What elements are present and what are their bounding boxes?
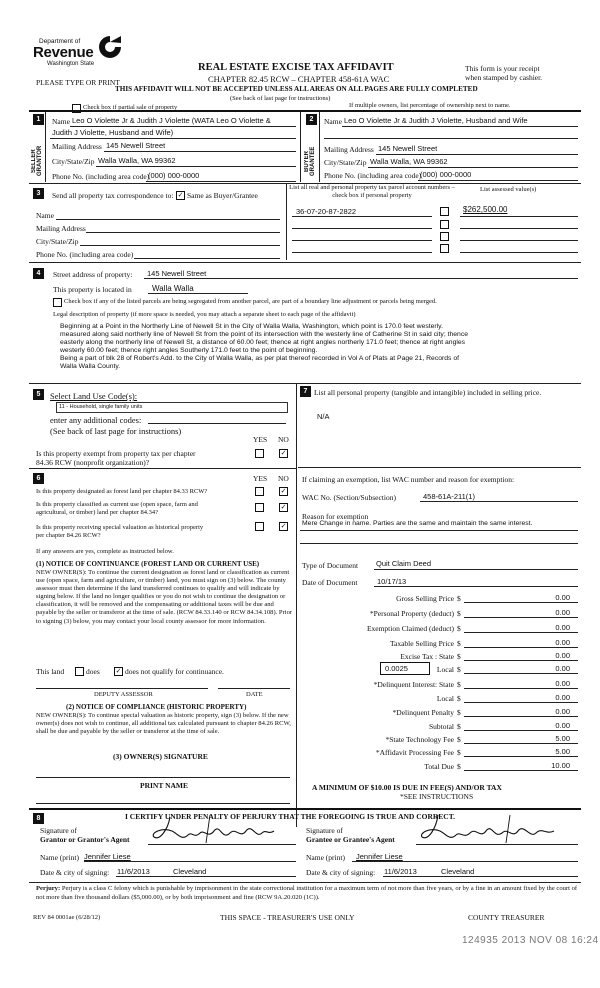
- dept-state: Washington State: [47, 61, 95, 67]
- treasurer-use-only: THIS SPACE - TREASURER'S USE ONLY: [220, 913, 355, 922]
- grantor-sig-label-2: Grantor or Grantor's Agent: [40, 835, 130, 844]
- form-title: REAL ESTATE EXCISE TAX AFFIDAVIT: [198, 62, 394, 73]
- grantee-signature-mark: [420, 811, 560, 847]
- county-treasurer: COUNTY TREASURER: [468, 913, 545, 922]
- s5-no-header: NO: [278, 435, 289, 444]
- revenue-logo: [33, 36, 125, 70]
- corr-mail-label: Mailing Address: [36, 224, 86, 233]
- grantee-city[interactable]: Cleveland: [441, 867, 475, 876]
- land-use-value: 11 - Household, single family units: [59, 404, 143, 410]
- grantor-city[interactable]: Cleveland: [173, 867, 207, 876]
- tax-currency: $: [457, 694, 461, 703]
- seller-name-line-1[interactable]: Leo O Violette Jr & Judith J Violette (WATA Leo O Violette &: [72, 116, 271, 125]
- print-name-label: PRINT NAME: [140, 781, 188, 790]
- tax-value-exemption[interactable]: 0.00: [555, 623, 570, 632]
- historic-yes-checkbox[interactable]: [255, 522, 264, 531]
- doc-date[interactable]: 10/17/13: [377, 577, 407, 586]
- exempt-no-checkbox[interactable]: ✓: [280, 449, 287, 457]
- tax-currency: $: [457, 652, 461, 661]
- dept-name: Revenue: [33, 44, 94, 61]
- please-type: PLEASE TYPE OR PRINT: [36, 78, 120, 87]
- tax-label-processing-fee: *Affidavit Processing Fee: [375, 748, 454, 757]
- tax-label-tech-fee: *State Technology Fee: [385, 735, 454, 744]
- grantee-sig-label-2: Grantee or Grantee's Agent: [306, 835, 395, 844]
- top-border: [29, 110, 581, 112]
- buyer-side-label: BUYER GRANTEE: [304, 146, 316, 176]
- tax-value-delinquent-local[interactable]: 0.00: [555, 693, 570, 702]
- notice-continuance-text: NEW OWNER(S): To continue the current designation as forest land or classification as current use (open space, farm and agriculture, or timber) land, you must sign on (3) below. The county assessor must then determine if the land transferred continues to qualify and will indicate by signing below. If the land no longer qualifies or you do not wish to continue the designation or classification, it will be removed and the compensating or additional taxes will be due and payable by the seller or transferor at the time of sale. (RCW 84.33.140 or RCW 84.34.108). Prior to signing (3) below, you may contact your local county assessor for more information.: [36, 569, 293, 625]
- tax-label-penalty: *Delinquent Penalty: [392, 708, 454, 717]
- grantee-sig-label-1: Signature of: [306, 826, 343, 835]
- minimum-fee-note: A MINIMUM OF $10.00 IS DUE IN FEE(S) AND/OR TAX: [312, 783, 502, 792]
- located-in-label: This property is located in: [53, 285, 132, 294]
- buyer-phone-label: Phone No. (including area code): [324, 171, 422, 180]
- seller-phone-label: Phone No. (including area code): [52, 172, 150, 181]
- s6-no-header: NO: [278, 474, 289, 483]
- same-as-buyer-checkbox[interactable]: ✓: [177, 191, 184, 199]
- land-does-not-checkbox[interactable]: ✓: [115, 667, 122, 675]
- tax-currency: $: [457, 762, 461, 771]
- grantee-date[interactable]: 11/6/2013: [384, 867, 417, 876]
- grantor-signature[interactable]: [150, 813, 280, 847]
- perjury-text: Perjury is a class C felony which is punishable by imprisonment in the state correctional institution for a maximum term of not more than five years, or by a fine in an amount fixed by the court of not more than five thousand dollars ($5,000.00), or by both imprisonment and fine (RCW 9A.20.020 (1C)).: [36, 885, 578, 901]
- tax-label-total: Total Due: [424, 762, 454, 771]
- partial-sale-label: Check box if partial sale of property: [83, 104, 178, 111]
- notice-compliance-title: (2) NOTICE OF COMPLIANCE (HISTORIC PROPERTY): [66, 703, 247, 711]
- section-6-number: 6: [33, 473, 44, 484]
- tax-label-delinquent-local: Local: [436, 694, 454, 703]
- land-does-checkbox[interactable]: [75, 667, 84, 676]
- grantee-date-label: Date & city of signing:: [306, 868, 376, 877]
- tax-currency: $: [457, 639, 461, 648]
- personal-property-checkbox-1[interactable]: [440, 207, 449, 216]
- land-use-select[interactable]: [56, 402, 288, 413]
- buyer-name-label: Name: [324, 117, 342, 126]
- exempt-question-1: Is this property exempt from property tax per chapter: [36, 449, 196, 458]
- s6-yes-header: YES: [253, 474, 268, 483]
- tax-currency: $: [457, 609, 461, 618]
- legal-desc-line-2[interactable]: measured along said northerly line of Newell St from the point of its intersection with the westerly line of Catherine St in said city; thence: [60, 331, 469, 338]
- segregated-label: Check box if any of the listed parcels are being segregated from another parcel, are part of a boundary line adjustment or parcels being merged.: [64, 298, 437, 305]
- tax-value-personal[interactable]: 0.00: [555, 608, 570, 617]
- local-rate: 0.0025: [385, 664, 408, 673]
- tax-value-tech-fee[interactable]: 5.00: [555, 734, 570, 743]
- forest-land-question: Is this property designated as forest land per chapter 84.33 RCW?: [36, 488, 208, 495]
- tax-label-subtotal: Subtotal: [428, 722, 454, 731]
- tax-value-state[interactable]: 0.00: [555, 651, 570, 660]
- reason-value[interactable]: Mere Change in name. Parties are the same and maintain the same interest.: [302, 520, 533, 527]
- legal-desc-line-6[interactable]: Walla Walla County.: [60, 363, 121, 370]
- notice-compliance-text: NEW OWNER(S): To continue special valuation as historic property, sign (3) below. If the new owner(s) does not wish to continue, all additional tax calculated pursuant to chapter 84.26 RCW, shall be due and payable by the seller or transferor at the time of sale.: [36, 712, 291, 736]
- same-as-buyer-label: Same as Buyer/Grantee: [187, 191, 258, 200]
- grantee-name-label: Name (print): [306, 853, 345, 862]
- corr-city-label: City/State/Zip: [36, 237, 79, 246]
- legal-desc-line-3[interactable]: easterly along the northerly line of Newell St, a distance of 60.00 feet; thence at right angles northerly 171.0 feet; thence at right angles: [60, 339, 466, 346]
- dept-line: Department of: [39, 38, 81, 45]
- any-yes-note: If any answers are yes, complete as instructed below.: [36, 548, 174, 555]
- parcel-number[interactable]: 36-07-20-87-2822: [296, 207, 357, 216]
- seller-side-label: SELLER GRANTOR: [31, 145, 43, 177]
- section-3-number: 3: [33, 188, 44, 199]
- grantor-date-label: Date & city of signing:: [40, 868, 110, 877]
- grantee-name[interactable]: Jennifer Liese: [356, 852, 403, 861]
- street-address-label: Street address of property:: [53, 270, 133, 279]
- tax-value-local[interactable]: 0.00: [555, 664, 570, 673]
- buyer-name[interactable]: Leo O Violette Jr & Judith J Violette, Husband and Wife: [344, 116, 528, 125]
- personal-property-checkbox-4[interactable]: [440, 244, 449, 253]
- tax-label-state: Excise Tax : State: [400, 652, 454, 661]
- buyer-mail[interactable]: 145 Newell Street: [378, 144, 438, 153]
- corr-name-label: Name: [36, 211, 54, 220]
- legal-desc-label: Legal description of property (if more space is needed, you may attach a separate sheet to each page of the affidavit): [53, 311, 356, 318]
- revenue-logo-icon: [97, 34, 123, 60]
- tax-label-gross: Gross Selling Price: [396, 594, 454, 603]
- seller-phone[interactable]: (000) 000-0000: [148, 171, 200, 180]
- buyer-phone[interactable]: (000) 000-0000: [420, 170, 472, 179]
- section-2-number: 2: [306, 114, 317, 125]
- tax-value-taxable[interactable]: 0.00: [555, 638, 570, 647]
- tax-currency: $: [457, 680, 461, 689]
- grantor-date[interactable]: 11/6/2013: [117, 867, 150, 876]
- exemption-label: If claiming an exemption, list WAC number and reason for exemption:: [302, 475, 515, 484]
- located-in[interactable]: Walla Walla: [152, 284, 194, 293]
- land-use-label: Select Land Use Code(s):: [50, 391, 138, 401]
- receipt-line-1: This form is your receipt: [465, 64, 540, 73]
- tax-value-processing-fee[interactable]: 5.00: [555, 747, 570, 756]
- tax-currency: $: [457, 624, 461, 633]
- personal-property-value[interactable]: N/A: [317, 412, 330, 421]
- receipt-line-2: when stamped by cashier.: [465, 73, 543, 82]
- doc-date-label: Date of Document: [302, 578, 358, 587]
- seller-name-line-2[interactable]: Judith J Violette, Husband and Wife): [52, 128, 174, 137]
- tax-currency: $: [457, 722, 461, 731]
- tax-currency: $: [457, 735, 461, 744]
- tax-value-total[interactable]: 10.00: [551, 761, 570, 770]
- section-7-number: 7: [300, 386, 311, 397]
- forest-yes-checkbox[interactable]: [255, 487, 264, 496]
- multiple-owners-note: If multiple owners, list percentage of ownership next to name.: [349, 102, 511, 109]
- see-instructions-note: *SEE INSTRUCTIONS: [400, 792, 474, 801]
- section-5-number: 5: [33, 389, 44, 400]
- form-warning: THIS AFFIDAVIT WILL NOT BE ACCEPTED UNLESS ALL AREAS ON ALL PAGES ARE FULLY COMPLETED: [115, 85, 478, 93]
- current-use-question-1: Is this property classified as current use (open space, farm and: [36, 501, 198, 508]
- tax-currency: $: [457, 665, 461, 674]
- receipt-stamp: 124935 2013 NOV 08 16:24: [462, 935, 599, 946]
- land-does-not-label: does not qualify for continuance.: [125, 667, 224, 676]
- section-1-number: 1: [33, 114, 44, 125]
- grantor-name-label: Name (print): [40, 853, 79, 862]
- perjury-notice: [36, 884, 580, 902]
- grantor-name[interactable]: Jennifer Liese: [84, 852, 131, 861]
- exempt-yes-checkbox[interactable]: [255, 449, 264, 458]
- tax-value-subtotal[interactable]: 0.00: [555, 721, 570, 730]
- assessed-value[interactable]: $262,500.00: [463, 205, 508, 214]
- tax-label-exemption: Exemption Claimed (deduct): [366, 624, 454, 633]
- tax-currency: $: [457, 708, 461, 717]
- section-4-number: 4: [33, 268, 44, 279]
- assessed-header: List assessed value(s): [480, 186, 537, 193]
- street-address[interactable]: 145 Newell Street: [147, 269, 207, 278]
- form-chapter: CHAPTER 82.45 RCW – CHAPTER 458-61A WAC: [208, 74, 390, 84]
- send-correspondence-label: Send all property tax correspondence to:: [52, 191, 174, 200]
- current-use-question-2: agricultural, or timber) land per chapter 84.34?: [36, 509, 159, 516]
- legal-desc-line-5[interactable]: Being a part of blk 28 of Robert's Add. to the City of Walla Walla, as per plat thereof recorded in Vol A of Plats at Page 21, Records of: [60, 355, 460, 362]
- buyer-mail-label: Mailing Address: [324, 145, 374, 154]
- seller-city-label: City/State/Zip: [52, 157, 95, 166]
- seller-city[interactable]: Walla Walla, WA 99362: [98, 156, 176, 165]
- seller-name-label: Name: [52, 117, 70, 126]
- wac-number[interactable]: 458-61A-211(1): [423, 492, 475, 501]
- this-land-label: This land: [36, 667, 65, 676]
- land-use-see-back: (See back of last page for instructions): [50, 426, 182, 436]
- deputy-assessor-label: DEPUTY ASSESSOR: [94, 691, 153, 698]
- tax-value-penalty[interactable]: 0.00: [555, 707, 570, 716]
- tax-label-personal: *Personal Property (deduct): [369, 609, 454, 618]
- legal-desc-line-4[interactable]: westerly 60.00 feet; thence right angles Southerly 171.0 feet to the point of beginning.: [60, 347, 318, 354]
- personal-property-checkbox-3[interactable]: [440, 232, 449, 241]
- perjury-label: Perjury:: [36, 885, 61, 892]
- land-does-label: does: [86, 667, 100, 676]
- owner-signature-label: (3) OWNER(S) SIGNATURE: [113, 752, 208, 761]
- tax-label-delinquent-state: *Delinquent Interest: State: [373, 680, 454, 689]
- legal-desc-line-1[interactable]: Beginning at a Point in the Northerly Line of Newell St in the City of Walla Walla, Washington, which point is 170.0 feet westerly.: [60, 323, 443, 330]
- s5-yes-header: YES: [253, 435, 268, 444]
- certify-statement: I CERTIFY UNDER PENALTY OF PERJURY THAT THE FOREGOING IS TRUE AND CORRECT.: [125, 812, 456, 821]
- exempt-question-2: 84.36 RCW (nonprofit organization)?: [36, 458, 150, 467]
- current-use-yes-checkbox[interactable]: [255, 503, 264, 512]
- doc-type[interactable]: Quit Claim Deed: [376, 559, 432, 568]
- tax-value-delinquent-state[interactable]: 0.00: [555, 679, 570, 688]
- additional-codes-label: enter any additional codes:: [50, 415, 142, 425]
- doc-type-label: Type of Document: [302, 561, 359, 570]
- historic-no-checkbox[interactable]: ✓: [280, 522, 287, 530]
- tax-label-taxable: Taxable Selling Price: [389, 639, 454, 648]
- form-see-back: (See back of last page for instructions): [230, 95, 331, 102]
- grantor-sig-label-1: Signature of: [40, 826, 77, 835]
- forest-no-checkbox[interactable]: ✓: [280, 487, 287, 495]
- buyer-city-label: City/State/Zip: [324, 158, 367, 167]
- buyer-city[interactable]: Walla Walla, WA 99362: [370, 157, 448, 166]
- deputy-date-label: DATE: [246, 691, 263, 698]
- reason-label: Reason for exemption: [302, 512, 369, 521]
- parcel-list-header: List all real and personal property tax parcel account numbers – check box if personal property: [289, 184, 455, 199]
- grantor-signature-mark: [150, 813, 280, 847]
- seller-mail-label: Mailing Address: [52, 142, 102, 151]
- rev-number: REV 84 0001ae (6/28/12): [33, 914, 101, 921]
- tax-currency: $: [457, 594, 461, 603]
- tax-label-local: Local: [436, 665, 454, 674]
- segregated-checkbox[interactable]: [53, 298, 62, 307]
- tax-value-gross[interactable]: 0.00: [555, 593, 570, 602]
- current-use-no-checkbox[interactable]: ✓: [280, 503, 287, 511]
- personal-property-label: List all personal property (tangible and intangible) included in selling price.: [314, 388, 542, 397]
- corr-phone-label: Phone No. (including area code): [36, 250, 134, 259]
- notice-continuance-title: (1) NOTICE OF CONTINUANCE (FOREST LAND OR CURRENT USE): [36, 560, 260, 568]
- historic-question-1: Is this property receiving special valuation as historical property: [36, 524, 204, 531]
- historic-question-2: per chapter 84.26 RCW?: [36, 532, 101, 539]
- seller-mail[interactable]: 145 Newell Street: [106, 141, 166, 150]
- section-8-number: 8: [33, 813, 44, 824]
- wac-label: WAC No. (Section/Subsection): [302, 493, 396, 502]
- personal-property-checkbox-2[interactable]: [440, 220, 449, 229]
- tax-currency: $: [457, 748, 461, 757]
- grantee-signature[interactable]: [420, 811, 560, 847]
